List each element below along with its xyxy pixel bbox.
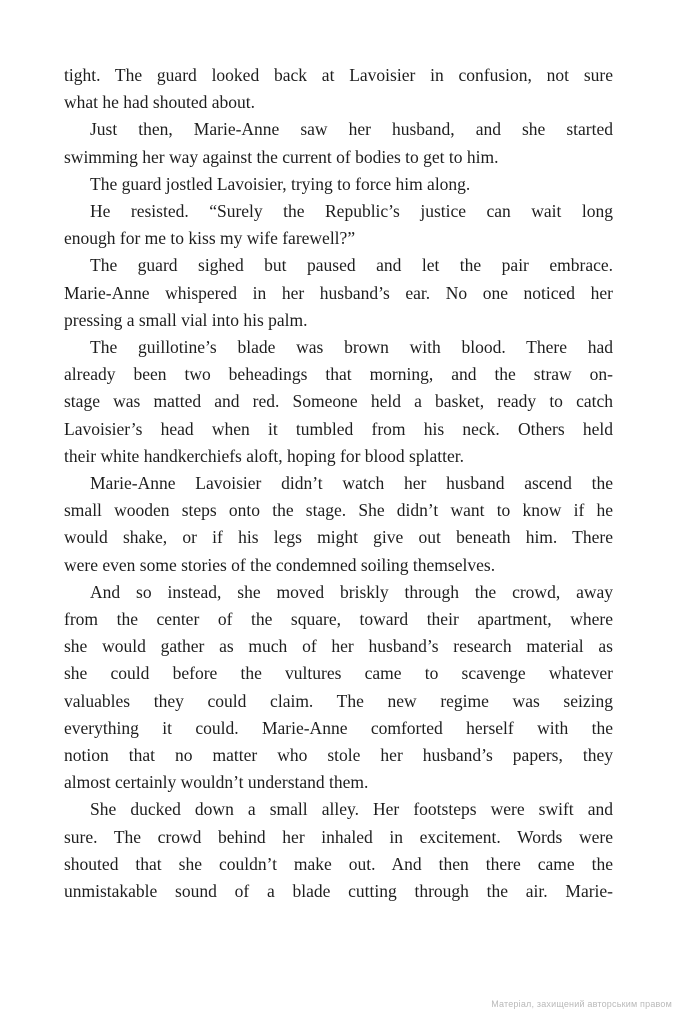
text-line: from the center of the square, toward their apartment, where (64, 609, 613, 630)
paragraph (64, 171, 613, 198)
text-line: their white handkerchiefs aloft, hoping for blood splatter. (64, 445, 464, 466)
text-line: almost certainly wouldn’t understand them. (64, 772, 369, 793)
paragraph (64, 252, 613, 334)
paragraph (64, 116, 613, 170)
text-line: tight. The guard looked back at Lavoisier in confusion, not sure (64, 65, 613, 85)
text-line: small wooden steps onto the stage. She didn’t want to know if he (64, 500, 613, 521)
text-line: The guillotine’s blade was brown with blood. There had (90, 337, 613, 358)
text-line: shouted that she couldn’t make out. And then there came the (64, 853, 613, 874)
text-line: The guard jostled Lavoisier, trying to force him along. (90, 173, 471, 194)
paragraph (64, 796, 613, 905)
copyright-watermark: Матеріал, захищений авторським правом (491, 999, 672, 1009)
text-line: everything it could. Marie-Anne comforted herself with the (64, 717, 613, 738)
text-line: she would gather as much of her husband’s research material as (64, 636, 613, 657)
text-line: Marie-Anne whispered in her husband’s ear. No one noticed her (64, 282, 613, 303)
text-line: The guard sighed but paused and let the pair embrace. (90, 255, 613, 276)
text-line: unmistakable sound of a blade cutting through the air. Marie- (64, 881, 613, 902)
text-line: swimming her way against the current of bodies to get to him. (64, 146, 499, 167)
text-line: enough for me to kiss my wife farewell?” (64, 228, 356, 249)
text-line: pressing a small vial into his palm. (64, 309, 308, 330)
paragraph (64, 579, 613, 797)
text-line: what he had shouted about. (64, 92, 255, 113)
text-line: Lavoisier’s head when it tumbled from his neck. Others held (64, 418, 613, 439)
page-text (64, 62, 613, 905)
text-line: stage was matted and red. Someone held a basket, ready to catch (64, 391, 613, 412)
text-line: were even some stories of the condemned soiling themselves. (64, 554, 496, 575)
text-line: She ducked down a small alley. Her footsteps were swift and (90, 799, 613, 820)
text-line: would shake, or if his legs might give out beneath him. There (64, 527, 613, 548)
text-line: And so instead, she moved briskly through the crowd, away (90, 581, 613, 602)
text-line: sure. The crowd behind her inhaled in excitement. Words were (64, 826, 613, 847)
text-line: notion that no matter who stole her husband’s papers, they (64, 745, 613, 766)
paragraph (64, 470, 613, 579)
text-line: Marie-Anne Lavoisier didn’t watch her husband ascend the (90, 473, 613, 494)
paragraph (64, 62, 613, 116)
text-line: already been two beheadings that morning, and the straw on- (64, 364, 613, 385)
text-line: He resisted. “Surely the Republic’s justice can wait long (90, 201, 613, 222)
paragraph (64, 198, 613, 252)
text-line: Just then, Marie-Anne saw her husband, and she started (90, 119, 613, 140)
text-line: she could before the vultures came to scavenge whatever (64, 663, 613, 684)
text-line: valuables they could claim. The new regime was seizing (64, 690, 613, 711)
paragraph (64, 334, 613, 470)
